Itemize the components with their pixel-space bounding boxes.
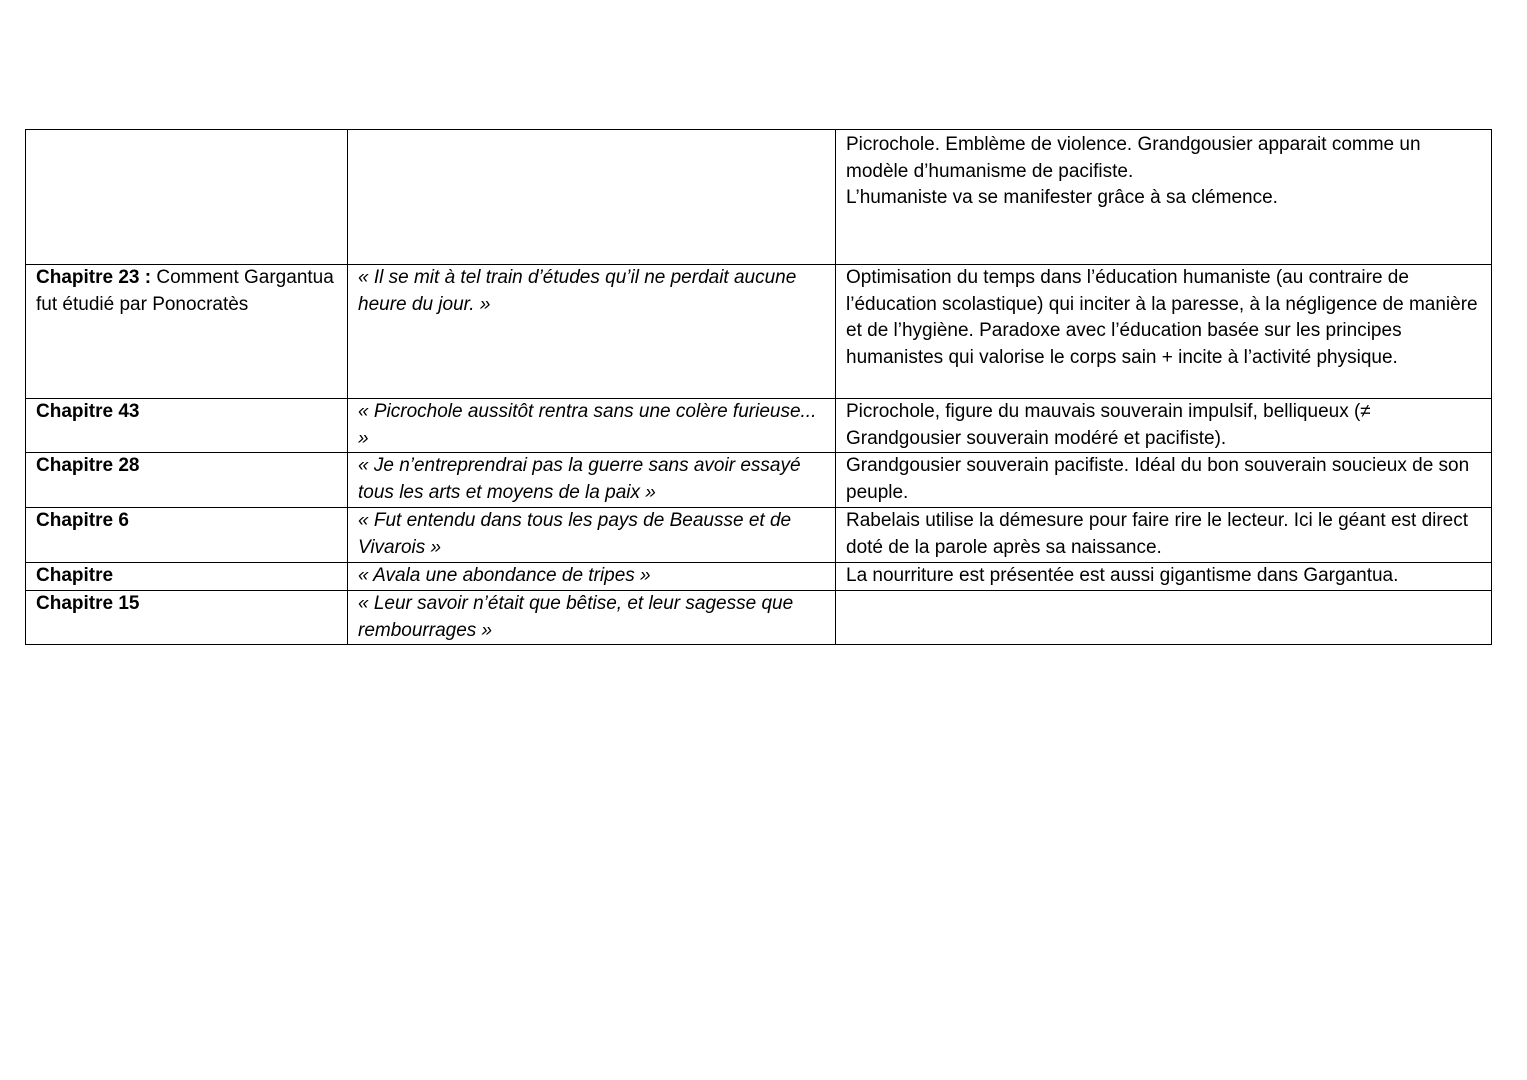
chapter-cell [26, 130, 348, 265]
table-row [26, 265, 1492, 399]
analysis-cell [836, 265, 1492, 399]
analysis-text: L’humaniste va se manifester grâce à sa clémence. [846, 187, 1278, 209]
table-row [26, 453, 1492, 508]
chapter-title: Chapitre 6 [36, 510, 129, 532]
quote-cell [348, 563, 836, 591]
analysis-cell [836, 508, 1492, 563]
quote-text: « Fut entendu dans tous les pays de Beausse et de Vivarois » [358, 510, 792, 558]
chapter-title: Chapitre 28 [36, 455, 140, 477]
quote-text: « Il se mit à tel train d’études qu’il ne perdait aucune heure du jour. » [358, 267, 797, 315]
analysis-text: Optimisation du temps dans l’éducation humaniste (au contraire de l’éducation scolastique) qui inciter à la paresse, à la négligence de manière et de l’hygiène. Paradoxe avec l’éducation basée sur les principes humanistes qui valorise le corps sain + incite à l’activité physique. [846, 267, 1478, 368]
chapter-cell [26, 453, 348, 508]
table-row [26, 399, 1492, 453]
quote-cell [348, 130, 836, 265]
analysis-text: Grandgousier souverain pacifiste. Idéal du bon souverain soucieux de son peuple. [846, 455, 1470, 503]
analysis-cell [836, 591, 1492, 645]
quote-cell [348, 591, 836, 645]
chapter-subtitle: Comment Gargantua fut étudié par Ponocratès [36, 267, 334, 315]
quote-text: « Je n’entreprendrai pas la guerre sans avoir essayé tous les arts et moyens de la paix » [358, 455, 801, 503]
analysis-text: Picrochole, figure du mauvais souverain impulsif, belliqueux (≠ Grandgousier souverain modéré et pacifiste). [846, 401, 1371, 449]
analysis-text: Picrochole. Emblème de violence. Grandgousier apparait comme un modèle d’humanisme de pacifiste. [846, 134, 1421, 182]
quote-cell [348, 453, 836, 508]
chapter-title: Chapitre 23 : [36, 267, 152, 288]
chapters-table [25, 129, 1492, 645]
analysis-text: Rabelais utilise la démesure pour faire rire le lecteur. Ici le géant est direct doté de la parole après sa naissance. [846, 510, 1469, 558]
analysis-text: La nourriture est présentée est aussi gigantisme dans Gargantua. [846, 565, 1399, 587]
chapter-title: Chapitre [36, 565, 114, 587]
chapter-cell [26, 399, 348, 453]
analysis-cell [836, 399, 1492, 453]
quote-text: « Avala une abondance de tripes » [358, 565, 651, 587]
table-row [26, 563, 1492, 591]
chapter-cell [26, 591, 348, 645]
quote-cell [348, 399, 836, 453]
chapter-cell [26, 563, 348, 591]
chapter-title: Chapitre 43 [36, 401, 140, 422]
chapter-cell [26, 265, 348, 399]
table-row [26, 591, 1492, 645]
chapter-cell [26, 508, 348, 563]
quote-text: « Leur savoir n’était que bêtise, et leur sagesse que rembourrages » [358, 593, 794, 641]
quote-cell [348, 508, 836, 563]
analysis-cell [836, 563, 1492, 591]
quote-text: « Picrochole aussitôt rentra sans une colère furieuse... » [358, 401, 817, 449]
table-row [26, 508, 1492, 563]
table-row [26, 130, 1492, 265]
chapter-title: Chapitre 15 [36, 593, 140, 615]
quote-cell [348, 265, 836, 399]
analysis-cell [836, 453, 1492, 508]
analysis-cell [836, 130, 1492, 265]
